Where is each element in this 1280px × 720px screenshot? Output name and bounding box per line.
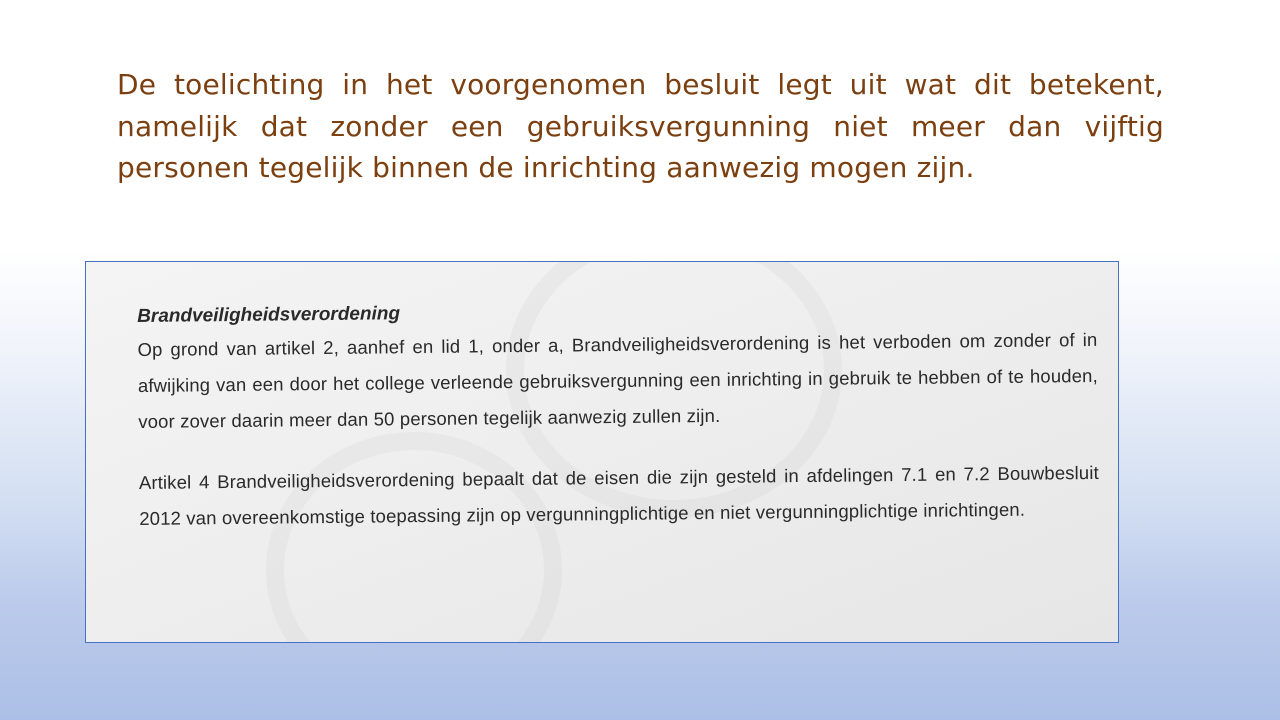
scan-heading: Brandveiligheidsverordening [137, 303, 401, 327]
scan-paragraph-1: Op grond van artikel 2, aanhef en lid 1, onder a, Brandveiligheidsverordening is het verboden om zonder of in afwijking van een door het college verleende gebruiksvergunning een inrichting in gebruik te hebben of te houden, voor zover daarin meer dan 50 personen tegelijk aanwezig zullen zijn. [137, 328, 1098, 432]
intro-paragraph: De toelichting in het voorgenomen besluit legt uit wat dit betekent, namelijk dat zonder een gebruiksvergunning niet meer dan vijftig personen tegelijk binnen de inrichting aanwezig mogen zijn. [117, 68, 1164, 184]
scan-text-block [137, 292, 1099, 537]
scanned-document-excerpt [85, 261, 1119, 643]
scan-paragraph-2: Artikel 4 Brandveiligheidsverordening bepaalt dat de eisen die zijn gesteld in afdelingen 7.1 en 7.2 Bouwbesluit 2012 van overeenkomstige toepassing zijn op vergunningplichtige en niet vergunningplichtige inrichtingen. [138, 461, 1099, 529]
